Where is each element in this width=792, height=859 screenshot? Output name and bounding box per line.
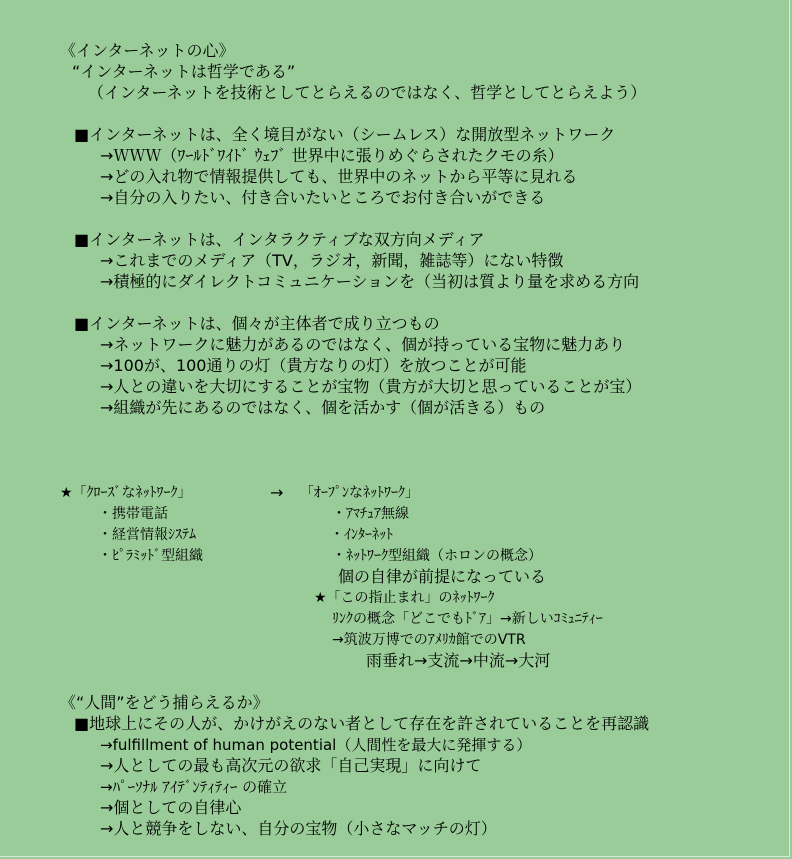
tsukuba-expo: →筑波万博でのｱﾒﾘｶ館でのVTR: [332, 632, 526, 648]
section2-item: →ﾊﾟｰｿﾅﾙ ｱｲﾃﾞﾝﾃｨﾃｨｰ の確立: [100, 778, 288, 796]
block1-item: →どの入れ物で情報提供しても、世界中のネットから平等に見れる: [100, 167, 578, 186]
open-network-note: 個の自律が前提になっている: [338, 567, 547, 586]
closed-network-item: ・携帯電話: [98, 506, 168, 522]
closed-network-title: ★「ｸﾛｰｽﾞなﾈｯﾄﾜｰｸ」: [60, 485, 192, 501]
section2-item: →fulfillment of human potential（人間性を最大に発揮する）: [100, 736, 532, 754]
block3-item: →ネットワークに魅力があるのではなく、個が持っている宝物に魅力あり: [100, 335, 626, 354]
section2-item: →人としての最も高次元の欲求「自己実現」に向けて: [100, 756, 482, 775]
closed-network-item: ・経営情報ｼｽﾃﾑ: [98, 527, 196, 543]
section2-item: →人と競争をしない、自分の宝物（小さなマッチの灯）: [100, 819, 497, 838]
block2-item: →積極的にダイレクトコミュニケーションを（当初は質より量を求める方向: [100, 272, 640, 291]
link-concept: ﾘﾝｸの概念「どこでもﾄﾞｱ」→新しいｺﾐｭﾆﾃｨｰ: [332, 611, 603, 627]
block3-item: →組織が先にあるのではなく、個を活かす（個が活きる）もの: [100, 398, 546, 417]
open-network-item: ・ﾈｯﾄﾜｰｸ型組織（ホロンの概念）: [332, 548, 542, 564]
block3-title: ■インターネットは、個々が主体者で成り立つもの: [74, 314, 440, 333]
section2-item: →個としての自律心: [100, 798, 242, 817]
philosophy-quote: “インターネットは哲学である”: [72, 62, 296, 81]
section2-title: ■地球上にその人が、かけがえのない者として存在を許されていることを再認識: [74, 714, 650, 733]
block2-item: →これまでのメディア（TV，ラジオ，新聞，雑誌等）にない特徴: [100, 251, 564, 270]
block2-title: ■インターネットは、インタラクティブな双方向メディア: [74, 230, 485, 249]
open-network-item: ・ｲﾝﾀｰﾈｯﾄ: [330, 527, 393, 543]
block1-item: →ＷＷＷ（ﾜｰﾙﾄﾞﾜｲﾄﾞ ｳｪﾌﾞ 世界中に張りめぐらされたクモの糸）: [100, 146, 564, 165]
open-network-item: ・ｱﾏﾁｭｱ無線: [332, 506, 409, 522]
section-heading-human: 《“人間”をどう捕らえるか》: [60, 693, 269, 712]
river-metaphor: 雨垂れ→支流→中流→大河: [366, 651, 551, 670]
finger-network-title: ★「この指止まれ」のﾈｯﾄﾜｰｸ: [314, 590, 495, 606]
closed-network-item: ・ﾋﾟﾗﾐｯﾄﾞ型組織: [98, 548, 203, 564]
section-heading-internet-heart: 《インターネットの心》: [60, 41, 235, 60]
block1-item: →自分の入りたい、付き合いたいところでお付き合いができる: [100, 188, 546, 207]
block3-item: →100が、100通りの灯（貴方なりの灯）を放つことが可能: [100, 356, 527, 375]
philosophy-subquote: （インターネットを技術としてとらえるのではなく、哲学としてとらえよう）: [88, 83, 647, 102]
block3-item: →人との違いを大切にすることが宝物（貴方が大切と思っていることが宝）: [100, 377, 642, 396]
compare-arrow: →: [270, 483, 284, 502]
block1-title: ■インターネットは、全く境目がない（シームレス）な開放型ネットワーク: [74, 125, 616, 144]
open-network-title: 「ｵｰﾌﾟﾝなﾈｯﾄﾜｰｸ」: [300, 485, 419, 501]
